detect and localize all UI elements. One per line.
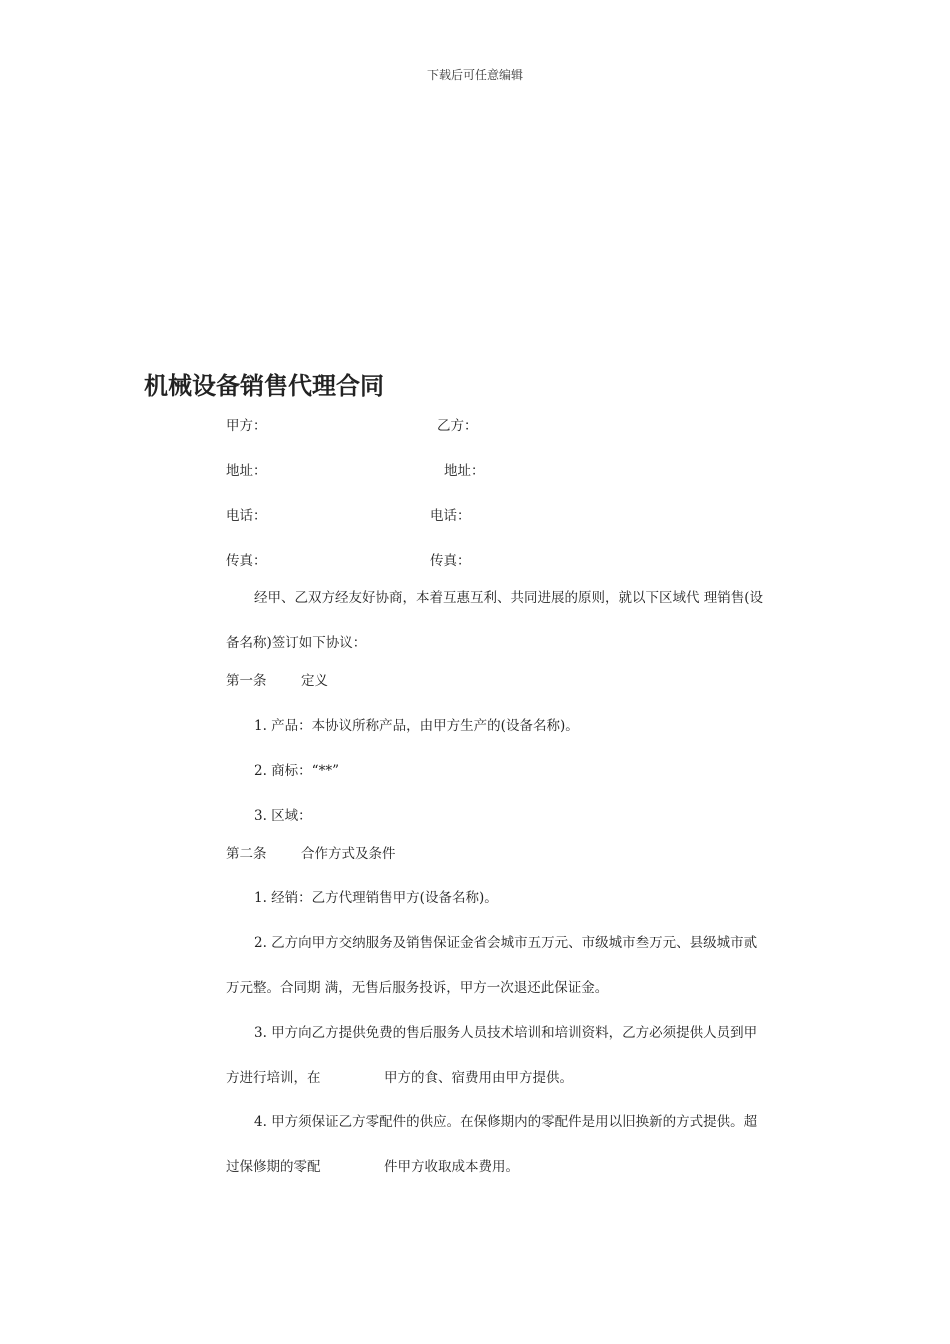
article-2-item-3-line-1: 3. 甲方向乙方提供免费的售后服务人员技术培训和培训资料，乙方必须提供人员到甲 (254, 1025, 758, 1041)
intro-line-2: 备名称)签订如下协议： (226, 635, 367, 651)
article-2-number: 第二条 (226, 846, 267, 862)
article-2-item-2-line-1: 2. 乙方向甲方交纳服务及销售保证金省会城市五万元、市级城市叁万元、县级城市贰 (254, 935, 758, 951)
article-2-item-4-line-2b: 件甲方收取成本费用。 (384, 1159, 519, 1175)
article-2-item-2-line-2: 万元整。合同期 满，无售后服务投诉，甲方一次退还此保证金。 (226, 980, 609, 996)
article-2-item-4-line-1: 4. 甲方须保证乙方零配件的供应。在保修期内的零配件是用以旧换新的方式提供。超 (254, 1114, 758, 1130)
intro-line-1: 经甲、乙双方经友好协商，本着互惠互利、共同进展的原则，就以下区域代 理销售(设 (254, 590, 764, 606)
article-1-item-1: 1. 产品：本协议所称产品，由甲方生产的(设备名称)。 (254, 718, 579, 734)
article-2-item-4-line-2a: 过保修期的零配 (226, 1159, 321, 1175)
article-2-heading: 合作方式及条件 (301, 846, 396, 862)
article-2-item-3-line-2b: 甲方的食、宿费用由甲方提供。 (384, 1070, 573, 1086)
party-a-phone-label: 电话： (226, 508, 267, 524)
article-2-item-3-line-2a: 方进行培训，在 (226, 1070, 321, 1086)
party-b-phone-label: 电话： (430, 508, 471, 524)
party-b-fax-label: 传真： (430, 553, 471, 569)
article-1-heading: 定义 (301, 673, 328, 689)
party-b-address-label: 地址： (444, 463, 485, 479)
article-2-item-1: 1. 经销：乙方代理销售甲方(设备名称)。 (254, 890, 498, 906)
party-a-name-label: 甲方： (226, 418, 267, 434)
party-a-fax-label: 传真： (226, 553, 267, 569)
article-1-item-2: 2. 商标：“**” (254, 763, 339, 779)
document-title: 机械设备销售代理合同 (144, 372, 384, 400)
party-b-name-label: 乙方： (437, 418, 478, 434)
page-header-note: 下载后可任意编辑 (426, 68, 523, 82)
article-1-number: 第一条 (226, 673, 267, 689)
party-a-address-label: 地址： (226, 463, 267, 479)
article-1-item-3: 3. 区域： (254, 808, 312, 824)
